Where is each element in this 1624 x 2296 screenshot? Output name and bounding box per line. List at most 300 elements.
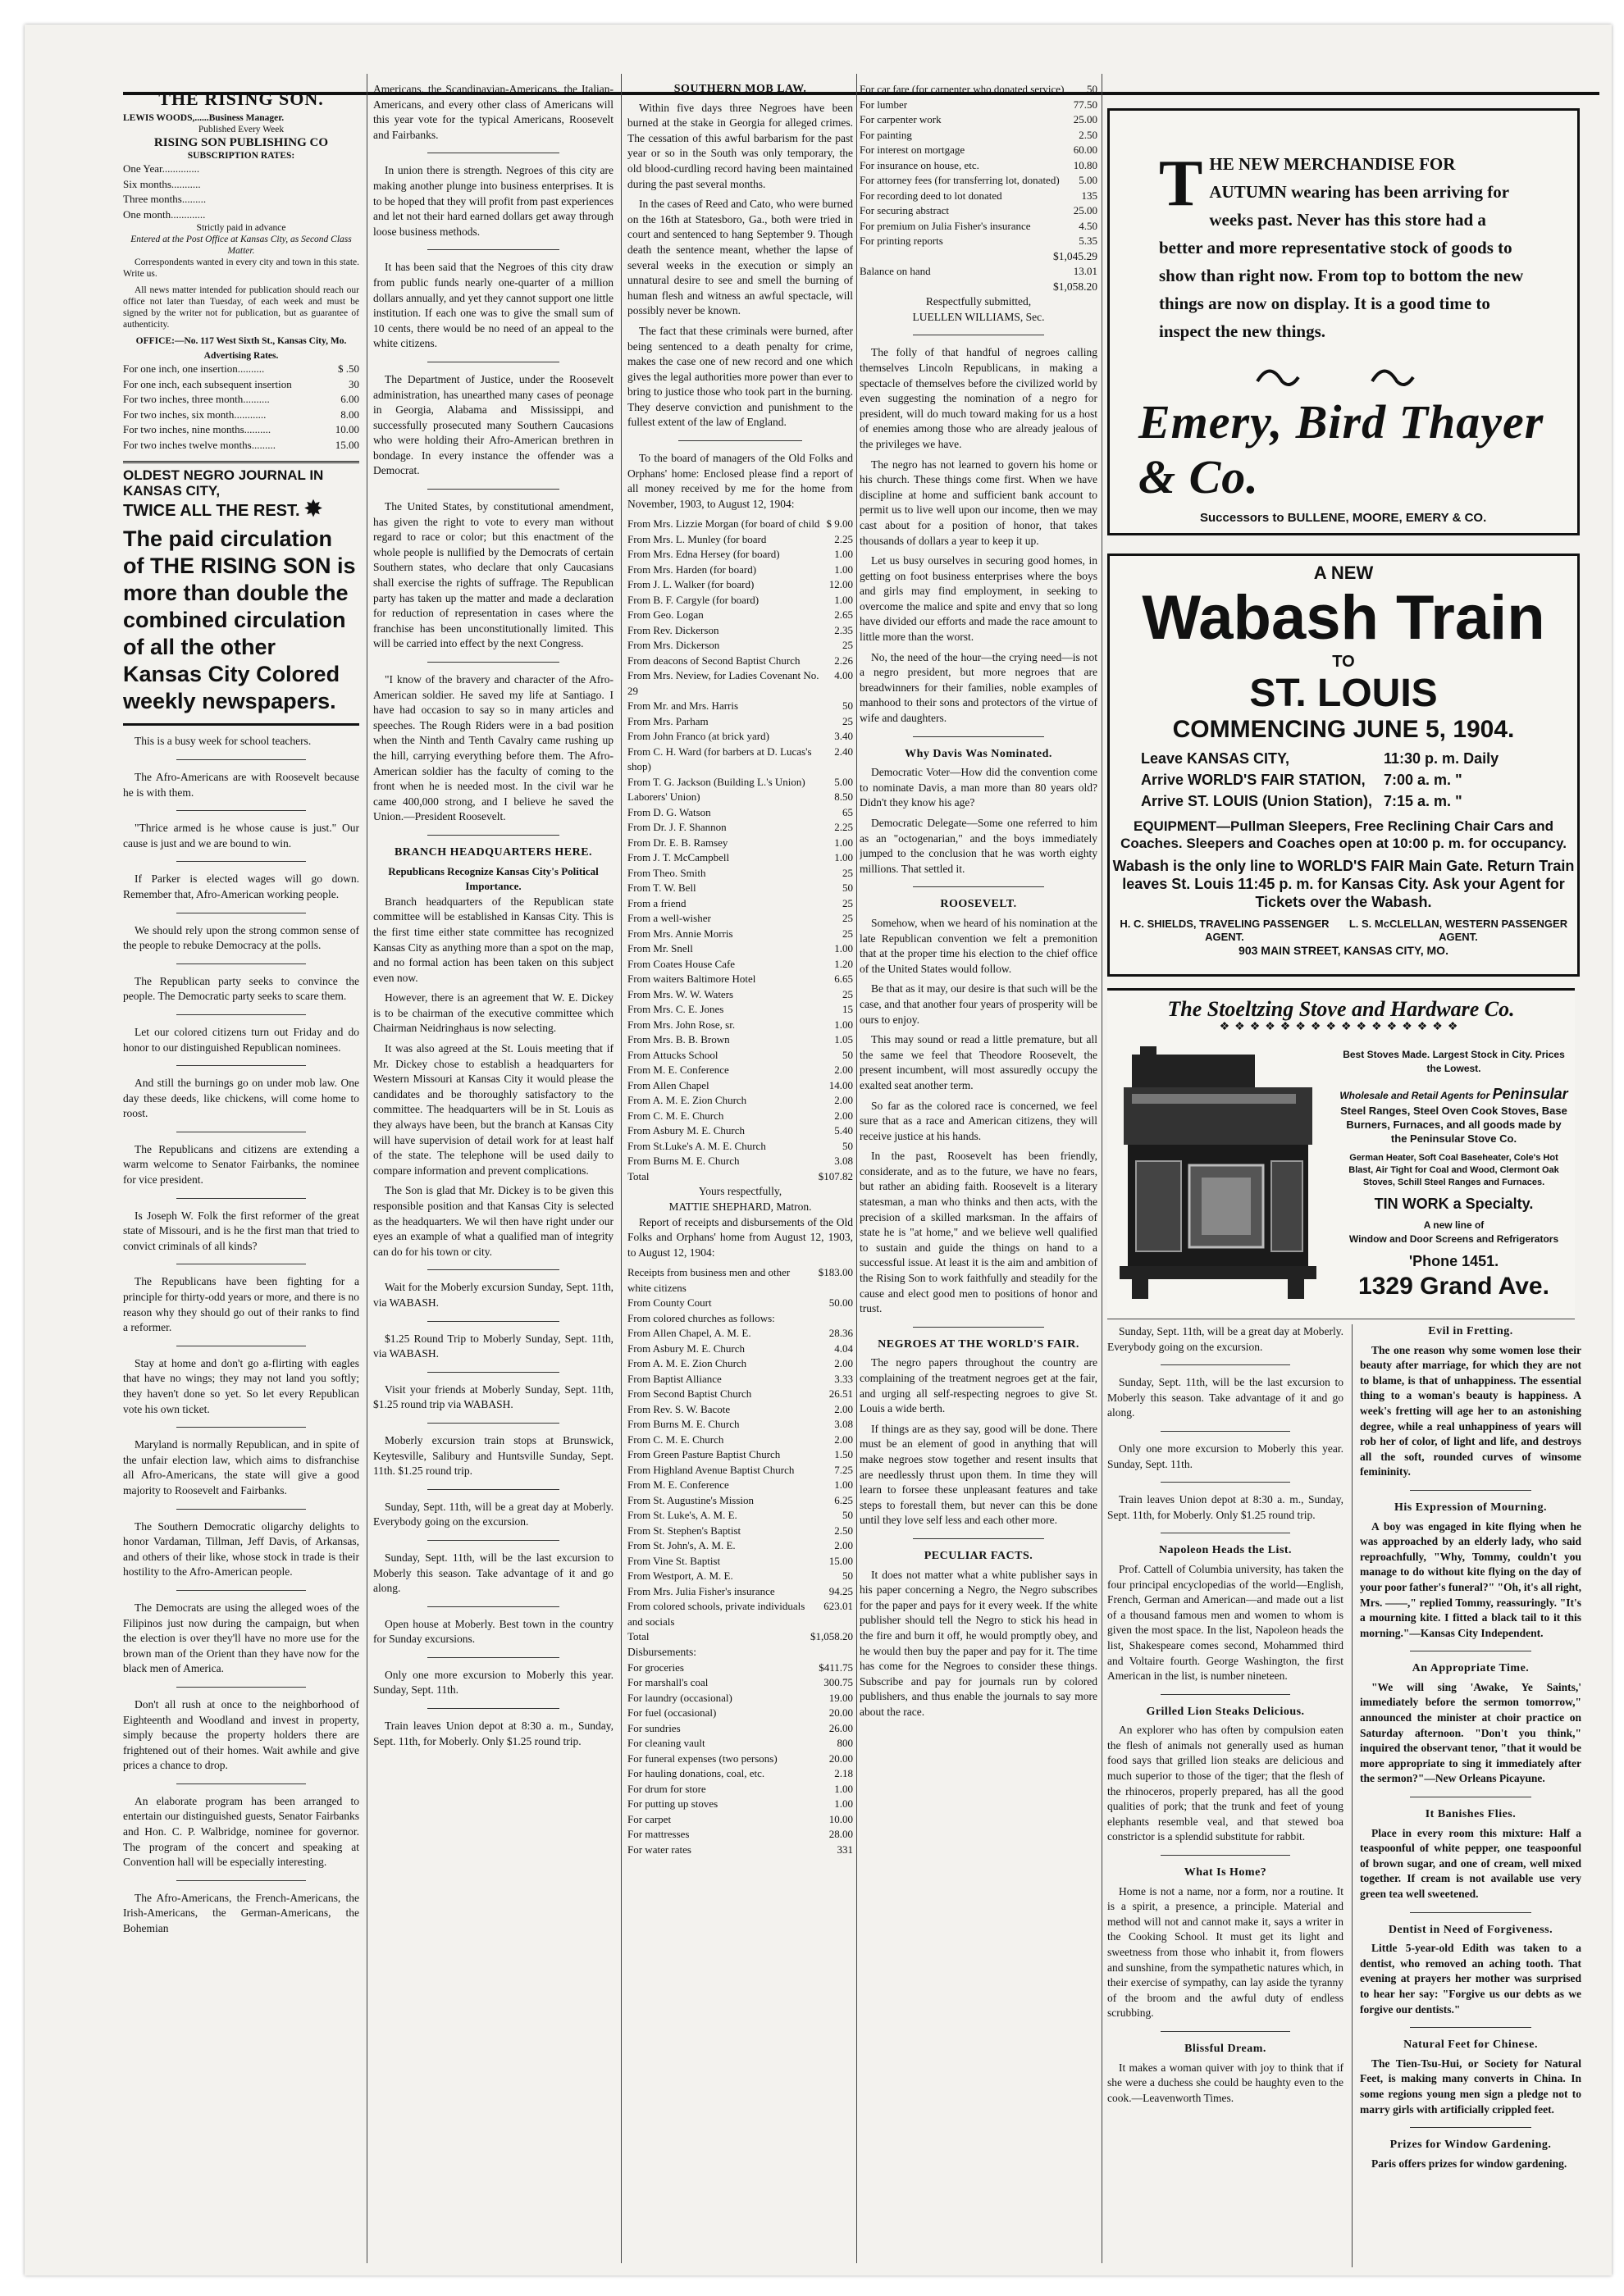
disbursements-ledger-cont bbox=[860, 82, 1097, 249]
balance-amount: 13.01 bbox=[1073, 265, 1097, 278]
ledger-amount: 2.26 bbox=[834, 654, 853, 667]
ad-anew: A NEW bbox=[1313, 563, 1374, 583]
ledger-label: From waiters Baltimore Hotel bbox=[627, 973, 756, 986]
ledger-label: From J. L. Walker (for board) bbox=[627, 578, 755, 591]
paragraph: Americans, the Scandinavian-Americans, the Italian-Americans, and every other class of Americans will this year vote for the typical Americans, Roosevelt and Fairbanks. bbox=[373, 83, 614, 141]
ledger-row bbox=[627, 1265, 853, 1296]
ledger-amount: 4.50 bbox=[1079, 219, 1097, 232]
ledger-label: From St. Luke's, A. M. E. bbox=[627, 1509, 737, 1522]
article-heading: SOUTHERN MOB LAW. bbox=[673, 83, 807, 95]
paragraph: A boy was engaged in kite flying when he was approached by an elderly lady, who said reproachfully, "Why, Tommy, couldn't you manage to do without kite flying on the day of your poor father's funeral?" "Oh, it's all right, Mrs. ——," replied Tommy, reassuringly. "It's a mourning kite. I fitted a black tail to it this morning."—Kansas City Independent. bbox=[1360, 1519, 1581, 1639]
ledger-label: From J. T. McCampbell bbox=[627, 851, 730, 864]
other-products: German Heater, Soft Coal Baseheater, Cole's Hot Blast, Air Tight for Coal and Wood, Clermont Oak Stoves, Schill Steel Ranges and Furnaces. bbox=[1348, 1153, 1559, 1187]
ledger-row bbox=[627, 1797, 853, 1812]
ledger-label: From Coates House Cafe bbox=[627, 957, 736, 970]
ledger-amount: 2.00 bbox=[834, 1094, 853, 1107]
ledger-amount: 800 bbox=[837, 1737, 853, 1749]
paragraph: The Department of Justice, under the Roosevelt administration, has unearthed many cases of peonage in Georgia, Alabama and Mississippi, and successfully prosecuted many Southern Caucasions who were holding their Afro-American brethren in bondage. In every instance the offender was a Democrat. bbox=[373, 372, 614, 477]
ledger-label: From Rev. S. W. Bacote bbox=[627, 1402, 731, 1415]
ledger-row bbox=[627, 1078, 853, 1094]
ledger-row bbox=[627, 1584, 853, 1600]
paragraph: An elaborate program has been arranged to entertain our distinguished guests, Senator Fairbanks and Hon. C. P. Walbridge, nominee for governor. The program of the concert and speaking at Convention hall will be especially interesting. bbox=[123, 1794, 359, 1869]
article-heading: Dentist in Need of Forgiveness. bbox=[1388, 1923, 1553, 1936]
disbursements-label: Disbursements: bbox=[627, 1645, 696, 1658]
article-heading: What Is Home? bbox=[1184, 1866, 1267, 1879]
ledger-label: From colored churches as follows: bbox=[627, 1311, 775, 1324]
ledger-amount: 2.25 bbox=[834, 821, 853, 834]
ledger-row bbox=[627, 1706, 853, 1721]
subscription-rates bbox=[123, 162, 359, 222]
ledger-amount: 50 bbox=[842, 1048, 853, 1061]
column-divider bbox=[1352, 1324, 1353, 2267]
paragraph: Report of receipts and disbursements of the Old Folks and Orphans' home from August 12, 1903, to August 12, 1904: bbox=[627, 1215, 853, 1259]
ledger-amount: 1.00 bbox=[834, 1797, 853, 1810]
total-label: Total bbox=[627, 1169, 650, 1182]
ledger-row bbox=[627, 1736, 853, 1752]
ledger-label: From a friend bbox=[627, 896, 687, 909]
disbursements-ledger bbox=[627, 1660, 853, 1858]
ledger-label: For water rates bbox=[627, 1843, 691, 1856]
ledger-amount: 2.25 bbox=[834, 532, 853, 545]
ledger-row bbox=[860, 112, 1097, 128]
ledger-amount: 3.08 bbox=[834, 1418, 853, 1431]
balance-label: Balance on hand bbox=[860, 265, 931, 278]
ledger-row bbox=[627, 1493, 853, 1509]
ledger-row bbox=[627, 1827, 853, 1843]
ledger-amount: 2.00 bbox=[834, 1402, 853, 1415]
ledger-label: From Mrs. Annie Morris bbox=[627, 927, 733, 940]
rate-label: Six months........... bbox=[123, 177, 201, 190]
signature: MATTIE SHEPHARD, Matron. bbox=[668, 1200, 812, 1214]
agents-text: Wholesale and Retail Agents for bbox=[1339, 1090, 1490, 1101]
paragraph: The Tien-Tsu-Hui, or Society for Natural Feet, is making many converts in China. In some regions young men sign a pledge not to marry girls with artificially crippled feet. bbox=[1360, 2057, 1581, 2116]
ledger-row bbox=[627, 654, 853, 669]
advertising-heading: Advertising Rates. bbox=[203, 351, 279, 362]
ledger-row bbox=[627, 1063, 853, 1078]
ledger-label: From County Court bbox=[627, 1296, 712, 1310]
ad-text bbox=[1110, 111, 1577, 345]
article-heading: NEGROES AT THE WORLD'S FAIR. bbox=[878, 1337, 1079, 1351]
dropcap: T bbox=[1159, 148, 1203, 220]
ledger-amount: 50 bbox=[842, 1569, 853, 1583]
paragraph: If Parker is elected wages will go down. Remember that, Afro-American working people. bbox=[123, 872, 359, 900]
ledger-amount: 65 bbox=[842, 805, 853, 818]
equipment-note: EQUIPMENT—Pullman Sleepers, Free Reclining Chair Cars and Coaches. Sleepers and Coaches open at 10:00 p. m. for occupancy. bbox=[1120, 818, 1567, 851]
adv-rate-amount: $ .50 bbox=[338, 362, 359, 376]
ledger-row bbox=[627, 1721, 853, 1737]
ledger-row bbox=[627, 1018, 853, 1033]
ledger-label: From Mrs. Neview, for Ladies Covenant No. 29 bbox=[627, 669, 819, 697]
ledger-label: From St. John's, A. M. E. bbox=[627, 1539, 736, 1552]
ledger-amount: 25.00 bbox=[1073, 204, 1097, 216]
ledger-label: From Highland Avenue Baptist Church bbox=[627, 1463, 795, 1476]
receipts-ledger bbox=[627, 517, 853, 1169]
ledger-row bbox=[627, 850, 853, 866]
article-heading: ROOSEVELT. bbox=[940, 898, 1017, 911]
ledger-row bbox=[627, 1691, 853, 1706]
ledger-row bbox=[627, 1538, 853, 1554]
ledger-row bbox=[627, 1326, 853, 1342]
article-heading: PECULIAR FACTS. bbox=[924, 1549, 1033, 1562]
paragraph: Maryland is normally Republican, and in spite of the unfair election law, which aims to disfranchise all Afro-Americans, the state will give a good majority to Roosevelt and Fairbanks. bbox=[123, 1438, 359, 1496]
ledger-label: From Vine St. Baptist bbox=[627, 1554, 721, 1567]
notice: Sunday, Sept. 11th, will be the last excursion to Moberly this season. Take advantage of it and go along. bbox=[1107, 1376, 1343, 1419]
masthead-published: Published Every Week bbox=[198, 124, 285, 134]
ledger-label: For hauling donations, coal, etc. bbox=[627, 1767, 765, 1779]
product-lines: Steel Ranges, Steel Oven Cook Stoves, Base Burners, Furnaces, and all goods made by the Peninsular Stove Co. bbox=[1340, 1105, 1567, 1145]
ledger-amount: 3.33 bbox=[834, 1372, 853, 1385]
schedule-stop: Arrive WORLD'S FAIR STATION, bbox=[1141, 772, 1366, 788]
paragraph: The Afro-Americans are with Roosevelt because he is with them. bbox=[123, 770, 359, 799]
ledger-row bbox=[627, 790, 853, 805]
ledger-row bbox=[627, 836, 853, 851]
ledger-row bbox=[627, 1508, 853, 1524]
ledger-amount: 1.00 bbox=[834, 548, 853, 561]
ad-title: Wabash Train bbox=[1142, 583, 1545, 653]
ledger-label: From St. Stephen's Baptist bbox=[627, 1524, 741, 1537]
ledger-label: From Allen Chapel, A. M. E. bbox=[627, 1327, 751, 1340]
ledger-amount: 12.00 bbox=[828, 578, 853, 591]
ledger-row bbox=[627, 927, 853, 942]
column-divider bbox=[621, 74, 622, 2263]
ledger-label: From T. G. Jackson (Building L.'s Union) bbox=[627, 775, 805, 788]
paragraph: The Republicans and citizens are extending a warm welcome to Senator Fairbanks, the nominee for vice president. bbox=[123, 1142, 359, 1187]
adv-rate-label: For one inch, each subsequent insertion bbox=[123, 377, 292, 390]
circulation-claim: The paid circulation of THE RISING SON is more than double the combined circulation of all the other Kansas City Colored weekly newspapers. bbox=[123, 526, 356, 714]
train-schedule bbox=[1134, 747, 1505, 813]
ledger-amount: 10.00 bbox=[828, 1812, 853, 1825]
ledger-amount: 1.20 bbox=[834, 957, 853, 970]
ledger-row bbox=[627, 820, 853, 836]
notice: Only one more excursion to Moberly this year. Sunday, Sept. 11th. bbox=[1107, 1442, 1343, 1470]
advertising-rates bbox=[123, 362, 359, 453]
ledger-amount: 1.00 bbox=[834, 942, 853, 955]
ledger-row bbox=[627, 1417, 853, 1433]
ledger-amount: 1.00 bbox=[834, 563, 853, 576]
paragraph: The one reason why some women lose their beauty after marriage, for which they are not to blame, is that of unhappiness. The essential thing to a woman's beauty is happiness. A week's fretting will age her to an astonishing degree, while a real unhappiness of years will rob her of color, of light and life, and destroys all the soft, rounded curves of winsome femininity. bbox=[1360, 1343, 1581, 1478]
ledger-label: From Dr. E. B. Ramsey bbox=[627, 836, 728, 849]
rate-label: One Year.............. bbox=[123, 162, 200, 175]
paragraph: The Republicans have been fighting for a principle for thirty-odd years or more, and there is no reason why they should go out of their ranks to find a reformer. bbox=[123, 1275, 359, 1334]
ad-emery-bird-thayer bbox=[1107, 108, 1580, 535]
ledger-row bbox=[627, 1478, 853, 1493]
ledger-row bbox=[627, 1812, 853, 1828]
ledger-row bbox=[627, 775, 853, 790]
ledger-row bbox=[627, 729, 853, 745]
ledger-row bbox=[627, 623, 853, 639]
ledger-label: From colored schools, private individuals and socials bbox=[627, 1600, 805, 1628]
ledger-amount: 2.40 bbox=[834, 745, 853, 758]
paragraph: In union there is strength. Negroes of this city are making another plunge into business enterprises. It is to be hoped that they will profit from past experiences and let not their hard earned dollars get away through loose business methods. bbox=[373, 164, 614, 238]
ledger-label: From deacons of Second Baptist Church bbox=[627, 654, 801, 667]
rate-label: One month............. bbox=[123, 207, 206, 221]
phone: 'Phone 1451. bbox=[1408, 1253, 1499, 1269]
ledger-row bbox=[627, 1372, 853, 1387]
notice: Moberly excursion train stops at Brunswick, Keytesville, Salibury and Huntsville Sunday, Sept. 11th. $1.25 round trip. bbox=[373, 1433, 614, 1478]
ledger-amount: 300.75 bbox=[823, 1676, 853, 1688]
ledger-row bbox=[627, 1752, 853, 1767]
ledger-row bbox=[627, 1766, 853, 1782]
notice: $1.25 Round Trip to Moberly Sunday, Sept. 11th, via WABASH. bbox=[373, 1332, 614, 1360]
ledger-label: From M. E. Conference bbox=[627, 1064, 729, 1077]
annual-receipts-ledger bbox=[627, 1265, 853, 1629]
ledger-amount: 1.00 bbox=[834, 1018, 853, 1031]
adv-rate-amount: 6.00 bbox=[340, 393, 359, 406]
agent-2: L. S. McCLELLAN, WESTERN PASSENGER AGENT. bbox=[1348, 918, 1568, 943]
paragraph: Somehow, when we heard of his nomination at the late Republican convention we felt a premonition that at the proper time his election to the chief office of the United States would follow. bbox=[860, 916, 1097, 975]
adv-rate-amount: 10.00 bbox=[335, 423, 359, 436]
ledger-row bbox=[627, 608, 853, 623]
notice: Train leaves Union depot at 8:30 a. m., Sunday, Sept. 11th, for Moberly. Only $1.25 round trip. bbox=[373, 1720, 614, 1747]
ledger-label: From Mrs. C. E. Jones bbox=[627, 1003, 724, 1016]
ledger-label: From Allen Chapel bbox=[627, 1078, 709, 1091]
notice: Wait for the Moberly excursion Sunday, Sept. 11th, via WABASH. bbox=[373, 1281, 614, 1309]
ledger-label: For drum for store bbox=[627, 1782, 706, 1795]
ledger-amount: 6.25 bbox=[834, 1493, 853, 1506]
ledger-label: For car fare (for carpenter who donated service) bbox=[860, 83, 1065, 95]
ledger-row bbox=[627, 1032, 853, 1048]
ledger-row bbox=[627, 1675, 853, 1691]
star-icon: ✸ bbox=[304, 496, 322, 522]
notice: Visit your friends at Moberly Sunday, Sept. 11th, $1.25 round trip via WABASH. bbox=[373, 1383, 614, 1411]
notice: Sunday, Sept. 11th, will be a great day at Moberly. Everybody going on the excursion. bbox=[373, 1500, 614, 1528]
ledger-label: From a well-wisher bbox=[627, 912, 711, 925]
balance bbox=[860, 264, 1097, 280]
agents-line bbox=[1337, 1084, 1571, 1104]
ledger-label: For putting up stoves bbox=[627, 1797, 718, 1810]
ledger-amount: 6.65 bbox=[834, 973, 853, 986]
ledger-row bbox=[627, 714, 853, 730]
ledger-label: For carpenter work bbox=[860, 113, 942, 125]
schedule-time: 7:15 a. m. " bbox=[1384, 793, 1462, 809]
ledger-label: For funeral expenses (two persons) bbox=[627, 1752, 778, 1765]
screens-line: Window and Door Screens and Refrigerators bbox=[1348, 1233, 1559, 1245]
article-heading: BRANCH HEADQUARTERS HERE. bbox=[394, 845, 593, 859]
ledger-label: For cleaning vault bbox=[627, 1737, 705, 1749]
rate-label: Three months......... bbox=[123, 193, 207, 206]
ledger-label: For sundries bbox=[627, 1721, 681, 1734]
ledger-amount: 20.00 bbox=[828, 1752, 853, 1765]
ledger-amount: 25 bbox=[842, 866, 853, 879]
ledger-amount: 1.00 bbox=[834, 851, 853, 864]
ledger-label: For painting bbox=[860, 128, 912, 141]
column-divider bbox=[856, 74, 857, 2263]
ledger-row bbox=[627, 1123, 853, 1139]
ad-body: HE NEW MERCHANDISE FOR AUTUMN wearing has been arriving for weeks past. Never has this store had a better and more representative stock of goods to show than right now. From top to bottom the new things are now on display. It is a good time to inspect the new things. bbox=[1159, 154, 1524, 341]
paragraph: This is a busy week for school teachers. bbox=[135, 735, 312, 748]
ledger-label: From Attucks School bbox=[627, 1048, 718, 1061]
ledger-row bbox=[627, 941, 853, 957]
ledger-amount: 5.40 bbox=[834, 1124, 853, 1137]
schedule-time: 7:00 a. m. " bbox=[1384, 772, 1462, 788]
ledger-amount: 1.50 bbox=[834, 1448, 853, 1461]
ornament-dots: ❖❖❖❖❖❖❖❖❖❖❖❖❖❖❖❖ bbox=[1219, 1021, 1463, 1033]
ledger-row bbox=[627, 987, 853, 1003]
article-heading: Napoleon Heads the List. bbox=[1158, 1544, 1293, 1557]
paragraph: In the past, Roosevelt has been friendly, considerate, and as to the future, we have no fears, but rather an abiding faith. Roosevelt is a literary statesman, a man who thinks and then acts, with the precision of a skilled marksman. In the affairs of state he is "at home," and we believe well qualified to sustain and guide the things on hand to a successful issue. At least it is the aim and ambition of the Rising Son to work faithfully and steadily for the cause and elect good men to positions of honor and trust. bbox=[860, 1150, 1097, 1315]
news-note: All news matter intended for publication should reach our office not later than Tuesday, of each week and must be signed by the writer not for publication, but as guarantee of authenticity. bbox=[123, 285, 359, 330]
ledger-amount: $411.75 bbox=[819, 1660, 853, 1674]
only-line-note: Wabash is the only line to WORLD'S FAIR Main Gate. Return Train leaves St. Louis 11:45 p. m. for Kansas City. Ask your Agent for Tickets over the Wabash. bbox=[1112, 858, 1575, 910]
column-5 bbox=[1107, 1324, 1343, 2267]
column-2 bbox=[373, 82, 614, 2271]
paragraph: This may sound or read a little premature, but all the same we feel that Theodore Roosevelt, the present incumbent, will most assuredly occupy the exalted seat another term. bbox=[860, 1033, 1097, 1091]
ledger-amount: 5.00 bbox=[1079, 174, 1097, 186]
ledger-label: From C. M. E. Church bbox=[627, 1109, 724, 1122]
store-signature: Emery, Bird Thayer & Co. bbox=[1138, 395, 1544, 503]
ledger-amount: 50 bbox=[842, 1139, 853, 1152]
ledger-row bbox=[627, 1154, 853, 1169]
ledger-amount: 50 bbox=[1087, 83, 1097, 95]
ledger-amount: 2.00 bbox=[834, 1357, 853, 1370]
ledger-amount: 5.35 bbox=[1079, 235, 1097, 247]
ledger-label: Receipts from business men and other white citizens bbox=[627, 1266, 791, 1294]
ledger-amount: 25 bbox=[842, 714, 853, 727]
ledger-row bbox=[627, 896, 853, 912]
paragraph: Let us busy ourselves in securing good homes, in getting on foot business enterprises where the boys and girls may find employment, in seeking to overcome the malice and spite and envy that so long have divided our efforts and made the race amount to little more than the worst. bbox=[860, 554, 1097, 644]
ledger-row bbox=[860, 203, 1097, 219]
ledger-row bbox=[627, 1569, 853, 1584]
ledger-amount: 25 bbox=[842, 987, 853, 1000]
ledger-label: From Baptist Alliance bbox=[627, 1372, 722, 1385]
closing: Yours respectfully, bbox=[698, 1185, 782, 1198]
paragraph: It does not matter what a white publisher says in his paper concerning a Negro, the Negro subscribes for the paper and pays for it every week. If the white publisher should tell the Negro to stick his head in the fire and burn it off, he would promptly obey, and he would then buy the paper and pay for it. The time has come for the Negroes to consider these things. Subscribe and pay for journals run by colored publishers, and thus enable the journals to say more about the race. bbox=[860, 1568, 1097, 1718]
ledger-label: From D. G. Watson bbox=[627, 805, 711, 818]
notice: Only one more excursion to Moberly this year. Sunday, Sept. 11th. bbox=[373, 1668, 614, 1697]
ledger-label: From Burns M. E. Church bbox=[627, 1418, 740, 1431]
ledger-row bbox=[627, 1843, 853, 1858]
ledger-label: From St.Luke's A. M. E. Church bbox=[627, 1139, 766, 1152]
ad-stoeltzing-stove bbox=[1107, 988, 1575, 1319]
ledger-label: From Rev. Dickerson bbox=[627, 623, 719, 636]
ledger-row bbox=[627, 1093, 853, 1109]
ledger-amount: 25 bbox=[842, 896, 853, 909]
article-heading: An Appropriate Time. bbox=[1412, 1662, 1530, 1675]
ledger-amount: 331 bbox=[837, 1843, 853, 1856]
adv-rate-amount: 15.00 bbox=[335, 438, 359, 451]
adv-rate-label: For two inches, three month.......... bbox=[123, 393, 270, 406]
ledger-amount: 4.04 bbox=[834, 1342, 853, 1355]
ledger-amount: 2.50 bbox=[1079, 128, 1097, 141]
ledger-row bbox=[627, 1463, 853, 1478]
paragraph: So far as the colored race is concerned, we feel sure that as a race and American citizens, they will receive justice at his hands. bbox=[860, 1099, 1097, 1142]
ledger-label: From Westport, A. M. E. bbox=[627, 1569, 733, 1583]
notice: Open house at Moberly. Best town in the country for Sunday excursions. bbox=[373, 1617, 614, 1646]
column-1 bbox=[123, 82, 359, 2271]
grand-total: $1,058.20 bbox=[1053, 280, 1097, 293]
ledger-row bbox=[627, 957, 853, 973]
paragraph: It was also agreed at the St. Louis meeting that if Mr. Dickey chose to establish a headquarters for Western Missouri at Kansas City it would please the candidates and be thoroughly satisfactory to the committee. The headquarters will be in St. Louis as they always have been, but the branch at Kansas City will have supervision of detail work for at least half of the state. The telephone will be used daily to compare information and prevent complications. bbox=[373, 1042, 614, 1177]
ledger-row bbox=[860, 143, 1097, 158]
paragraph: Is Joseph W. Folk the first reformer of the great state of Missouri, and is he the first man that tried to convict criminals of all kinds? bbox=[123, 1209, 359, 1252]
ledger-label: For securing abstract bbox=[860, 204, 950, 216]
ledger-amount: 4.00 bbox=[834, 669, 853, 682]
ledger-amount: 77.50 bbox=[1073, 98, 1097, 111]
ledger-row bbox=[627, 1433, 853, 1448]
schedule-time: 11:30 p. m. Daily bbox=[1384, 750, 1499, 767]
paragraph: In the cases of Reed and Cato, who were burned on the 16th at Statesboro, Ga., both were tried in court and sentenced to hang September 9. Though death the sentence meant, whether the lapse of several weeks in the execution or simply an unnatural desire to see and smell the burning of human flesh and witness an awful spectacle, will possibly never be known. bbox=[627, 198, 853, 317]
ledger-amount: 3.40 bbox=[834, 730, 853, 743]
article-heading: Evil in Fretting. bbox=[1428, 1325, 1513, 1337]
paragraph: Home is not a name, nor a form, nor a routine. It is a spirit, a presence, a principle. Material and method will not and cannot make it, says a writer in the Cooking School. It must get its light and sweetness from those who inhabit it, from flowers and sunshine, from the sympathetic natures which, in their exercise of sympathy, can lay aside the tyranny of the broom and the awful duty of endless scrubbing. bbox=[1107, 1884, 1343, 2020]
ledger-row bbox=[627, 1554, 853, 1569]
ledger-label: For premium on Julia Fisher's insurance bbox=[860, 219, 1031, 232]
paragraph: The negro papers throughout the country are complaining of the treatment negroes get at the fair, and urging all self-respecting negroes to give St. Louis a wide berth. bbox=[860, 1356, 1097, 1415]
ledger-row bbox=[627, 577, 853, 593]
ledger-row bbox=[860, 98, 1097, 113]
ledger-amount: 28.00 bbox=[828, 1828, 853, 1840]
ledger-row bbox=[627, 1660, 853, 1676]
ledger-amount bbox=[815, 1311, 853, 1327]
ledger-row bbox=[627, 1524, 853, 1539]
ledger-label: From Asbury M. E. Church bbox=[627, 1124, 745, 1137]
ledger-row bbox=[627, 1356, 853, 1372]
ledger-label: For marshall's coal bbox=[627, 1676, 709, 1688]
article-heading: It Banishes Flies. bbox=[1425, 1808, 1517, 1821]
article-subheading: Republicans Recognize Kansas City's Political Importance. bbox=[388, 864, 599, 893]
ledger-row bbox=[627, 1599, 853, 1629]
ledger-label: For insurance on house, etc. bbox=[860, 158, 979, 171]
paragraph: Stay at home and don't go a-flirting with eagles that have no wings; they may not land you softly; they haven't done so yet. So let every Republican vote his own ticket. bbox=[123, 1356, 359, 1415]
notice: Sunday, Sept. 11th, will be the last excursion to Moberly this season. Take advantage of it and go along. bbox=[373, 1551, 614, 1595]
ledger-row bbox=[627, 1782, 853, 1797]
ledger-amount: 1.05 bbox=[834, 1033, 853, 1046]
ledger-label: For laundry (occasional) bbox=[627, 1691, 732, 1704]
ledger-amount: 5.00 bbox=[834, 775, 853, 788]
ledger-amount: 25 bbox=[842, 639, 853, 652]
ledger-label: From Burns M. E. Church bbox=[627, 1155, 740, 1168]
ledger-row bbox=[627, 1342, 853, 1357]
ledger-label: From Mrs. Lizzie Morgan (for board of child bbox=[627, 517, 820, 531]
oldest-journal: OLDEST NEGRO JOURNAL IN KANSAS CITY, bbox=[123, 467, 324, 499]
ledger-amount: 50.00 bbox=[828, 1296, 853, 1310]
ledger-amount: 20.00 bbox=[828, 1706, 853, 1719]
column-3 bbox=[627, 82, 853, 2271]
paragraph: An explorer who has often by compulsion eaten the flesh of animals not generally used as human food says that grilled lion steaks are delicious and much superior to those of the tiger; that the flesh of the rhinoceros, properly prepared, has all the good qualities of pork; that the trunk and feet of young elephants resemble veal, and that stewed boa constrictor is a splendid substitute for rabbit. bbox=[1107, 1724, 1343, 1843]
agent-1: H. C. SHIELDS, TRAVELING PASSENGER AGENT. bbox=[1120, 918, 1330, 943]
schedule-stop: Leave KANSAS CITY, bbox=[1141, 750, 1290, 767]
ledger-row bbox=[627, 745, 853, 775]
successors-line: Successors to BULLENE, MOORE, EMERY & CO. bbox=[1200, 511, 1487, 525]
twice-text: TWICE ALL THE REST. bbox=[123, 502, 300, 521]
ledger-amount: 1.00 bbox=[834, 1478, 853, 1492]
paragraph: No, the need of the hour—the crying need—is not a negro president, but more negroes that are breadwinners for their families, noble examples of manhood to their sons and protectors of the virtue of wife and daughters. bbox=[860, 650, 1097, 725]
ledger-row bbox=[627, 1447, 853, 1463]
adv-rate-label: For one inch, one insertion.......... bbox=[123, 362, 265, 376]
article-heading: Blissful Dream. bbox=[1184, 2042, 1266, 2055]
ledger-label: From Theo. Smith bbox=[627, 866, 706, 879]
store-address: 1329 Grand Ave. bbox=[1358, 1273, 1549, 1300]
ledger-amount: 19.00 bbox=[828, 1691, 853, 1704]
ledger-label: From M. E. Conference bbox=[627, 1478, 729, 1492]
paragraph: The Democrats are using the alleged woes of the Filipinos just now during the campaign, but when the election is over they'll have no more use for the brown man of the Orient than they have now for the black men of America. bbox=[123, 1601, 359, 1675]
ledger-amount: 10.80 bbox=[1073, 158, 1097, 171]
paragraph: Paris offers prizes for window gardening. bbox=[1371, 2157, 1567, 2170]
paragraph: Democratic Voter—How did the convention come to nominate Davis, a man more than 80 years old? Didn't they know his age? bbox=[860, 766, 1097, 809]
annual-total bbox=[627, 1629, 853, 1645]
ledger-amount: 3.08 bbox=[834, 1155, 853, 1168]
ledger-label: For groceries bbox=[627, 1660, 684, 1674]
paragraph: The folly of that handful of negroes calling themselves Lincoln Republicans, in making a spectacle of themselves before the civilized world by even suggesting the nomination of a negro for president, will do much toward making for us a host of enemies among those who are already jealous of the privileges we have. bbox=[860, 346, 1097, 450]
ledger-amount: 26.00 bbox=[828, 1721, 853, 1734]
ledger-label: For carpet bbox=[627, 1812, 672, 1825]
ledger-label: For recording deed to lot donated bbox=[860, 189, 1002, 202]
ledger-row bbox=[627, 1109, 853, 1124]
article-heading: His Expression of Mourning. bbox=[1394, 1501, 1547, 1514]
ledger-label: From Mr. Snell bbox=[627, 942, 693, 955]
correspondents-note: Correspondents wanted in every city and town in this state. Write us. bbox=[123, 257, 359, 280]
ledger-label: From Mrs. John Rose, sr. bbox=[627, 1018, 736, 1031]
